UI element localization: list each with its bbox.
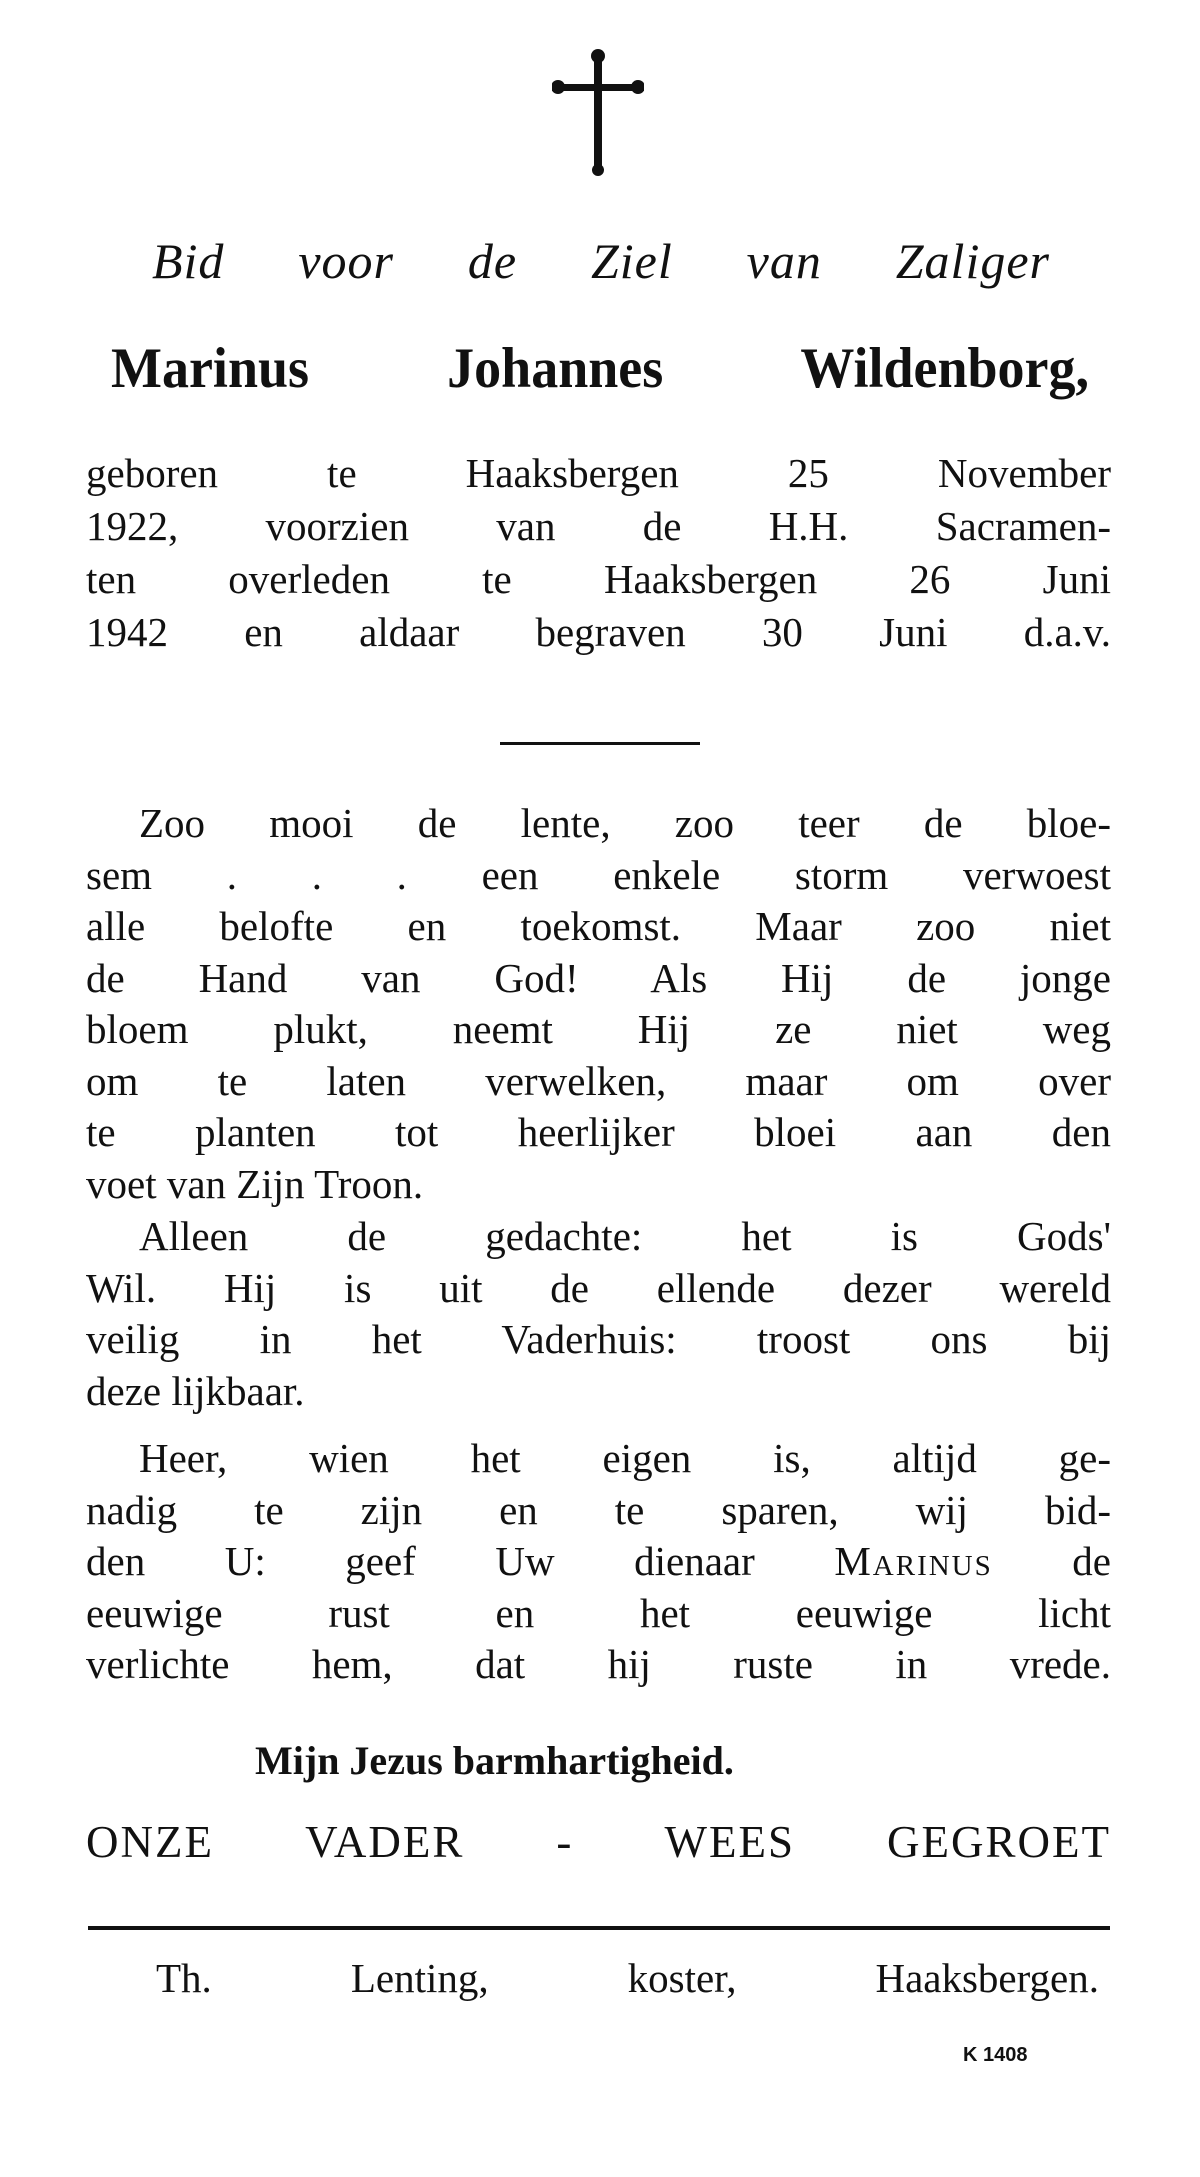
printer-line: Th. Lenting, koster, Haaksbergen. [156,1955,1099,2001]
paragraph-line: nadig te zijn en te sparen, wij bid- [86,1486,1111,1533]
deceased-name: Marinus Johannes Wildenborg, [111,336,1089,400]
paragraph-line: eeuwige rust en het eeuwige licht [86,1589,1111,1636]
paragraph-line: verlichte hem, dat hij ruste in vrede. [86,1641,1111,1687]
divider-long [88,1926,1110,1930]
bio-line: ten overleden te Haaksbergen 26 Juni [86,556,1111,602]
bio-line: 1942 en aldaar begraven 30 Juni d.a.v. [86,609,1111,655]
paragraph-line: Heer, wien het eigen is, altijd ge- [139,1435,1111,1481]
paragraph-line: alle belofte en toekomst. Maar zoo niet [86,903,1111,949]
paragraph-line: de Hand van God! Als Hij de jonge [86,954,1111,1001]
invocation: Mijn Jezus barmhartigheid. [255,1738,734,1783]
paragraph-line: Zoo mooi de lente, zoo teer de bloe- [139,800,1111,846]
paragraph-line: om te laten verwelken, maar om over [86,1057,1111,1104]
bio-line: geboren te Haaksbergen 25 November [86,450,1111,496]
paragraph-line: te planten tot heerlijker bloei aan den [86,1109,1111,1155]
name-smallcaps: Marinus [834,1538,993,1584]
print-code: K 1408 [963,2044,1028,2066]
paragraph-line: Wil. Hij is uit de ellende dezer wereld [86,1264,1111,1311]
paragraph-line: Alleen de gedachte: het is Gods' [139,1213,1111,1259]
paragraph-line: veilig in het Vaderhuis: troost ons bij [86,1316,1111,1362]
bio-line: 1922, voorzien van de H.H. Sacramen- [86,503,1111,549]
paragraph-line: sem . . . een enkele storm verwoest [86,851,1111,898]
prayers: ONZE VADER - WEES GEGROET [86,1817,1111,1867]
paragraph-line: den U: geef Uw dienaar Marinus de [86,1538,1111,1584]
heading: Bid voor de Ziel van Zaliger [152,233,1050,289]
paragraph-line: voet van Zijn Troon. [86,1160,424,1207]
cross-icon [552,48,644,178]
paragraph-line: bloem plukt, neemt Hij ze niet weg [86,1006,1111,1052]
paragraph-line: deze lijkbaar. [86,1367,305,1414]
divider-short [500,742,700,745]
